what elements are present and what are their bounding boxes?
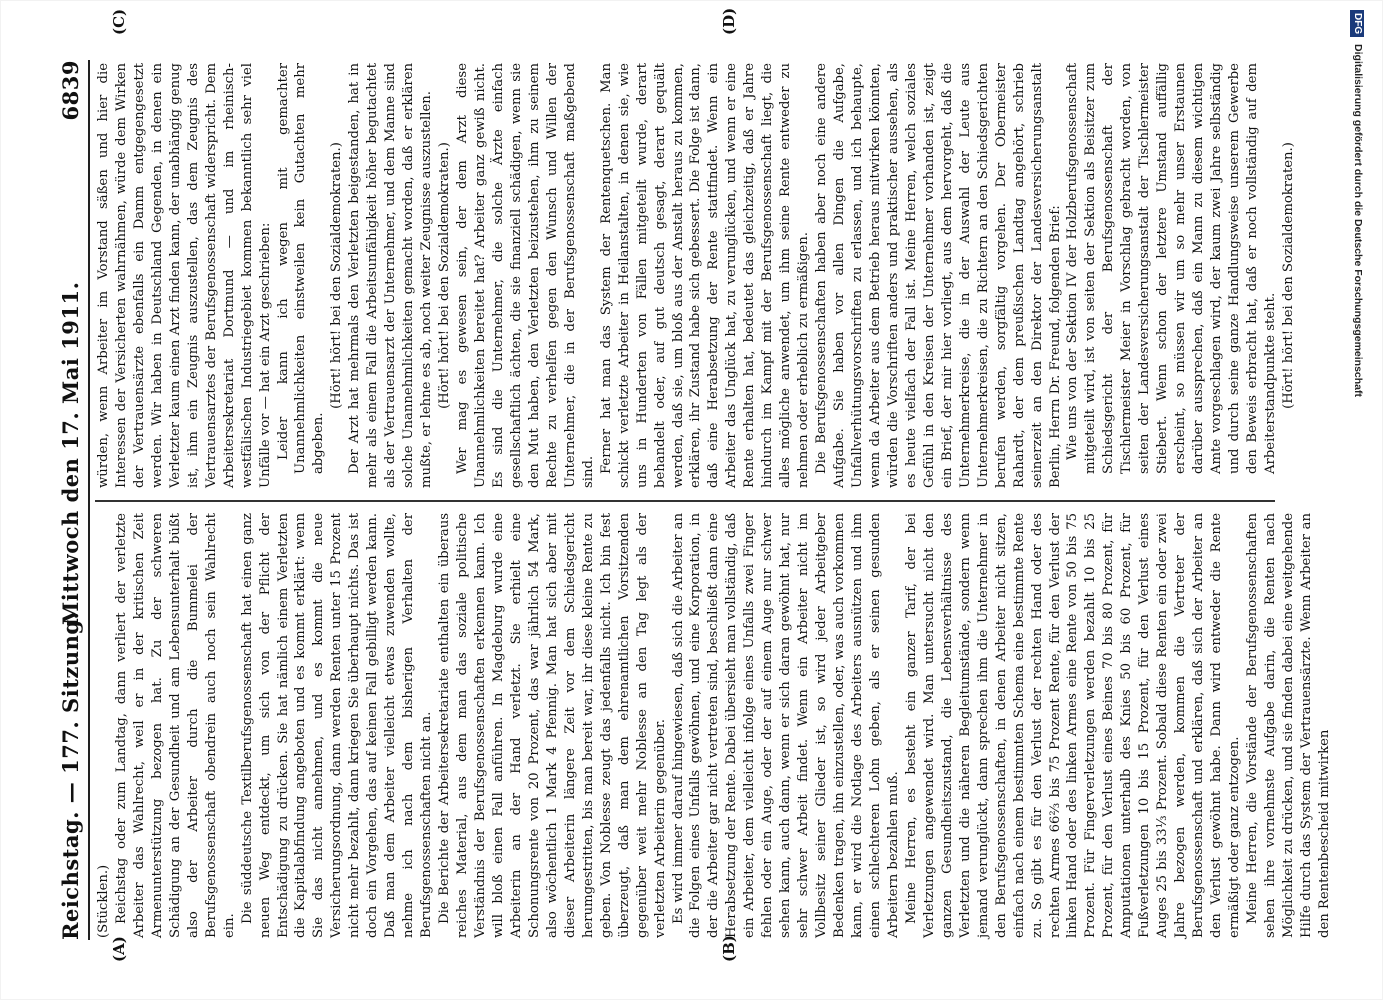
interjection: (Hört! hört! bei den Sozialdemokraten.) — [329, 142, 345, 409]
paragraph: Der Arzt hat mehrmals den Verletzten beigestanden, hat in mehr als einem Fall die Arbeitsunfähigkeit höher begutachtet als der Vertrauensarzt der Unternehmer, und dem Manne sind solche Unannehmlichkeiten gemacht worden, daß er erklären mußte, er lehne es ab, noch weiter Zeugnisse auszustellen. — [347, 63, 435, 488]
margin-mark-b: (B) — [720, 935, 738, 962]
quoted-letter: Wie uns von der Sektion IV der Holzberufsgenossenschaft mitgeteilt wird, ist von seiten der Sektion als Beisitzer zum Schiedsgericht der Berufsgenossenschaft der Tischlermeister Meier in Vorschlag gebracht worden, von seiten der Landesversicherungsanstalt der Tischlermeister Stiebert. Wenn schon der letztere Umstand auffällig erscheint, so müssen wir um so mehr unser Erstaunen darüber aussprechen, daß ein Mann zu diesem wichtigen Amte vorgeschlagen wird, der kaum zwei Jahre selbständig und durch seine ganze Handlungsweise unserem Gewerbe den Beweis erbracht hat, daß er noch vollständig auf dem Arbeiterstandpunkte steht. — [1065, 63, 1278, 474]
paragraph: Meine Herren, die Vorstände der Berufsgenossenschaften sehen ihre vornehmste Aufgabe darin, die Renten nach Möglichkeit zu drücken, und sie finden dabei eine weitgehende Hilfe durch das System der Vertrauensärzte. Wenn Arbeiter an den Rentenbescheid mitwirken — [1245, 513, 1332, 938]
paragraph: Die süddeutsche Textilberufsgenossenschaft hat einen ganz neuen Weg entdeckt, um sich von der Pflicht der Entschädigung zu drücken. Sie hat nämlich einem Verletzten die Kapitalabfindung angeboten und es kommt erklärt: wenn Sie das nicht annehmen, und es kommt die neue Versicherungsordnung, dann werden Renten unter 15 Prozent nicht mehr bezahlt, dann kriegen Sie überhaupt nichts. Das ist doch ein Vorgehen, das auf keinen Fall gebilligt werden kann. Daß man dem Arbeiter vielleicht etwas zuwenden wollte, nehme ich nach dem bisherigen Verhalten der Berufsgenossenschaften nicht an. — [239, 513, 435, 938]
paragraph: Es wird immer darauf hingewiesen, daß sich die Arbeiter an die Folgen eines Unfalls gewöhnen, und eine Korporation, in der die Arbeiter gar nicht vertreten sind, beschließt dann eine Herabsetzung der Rente. Dabei übersieht man vollständig, daß ein Arbeiter, dem vielleicht infolge eines Unfalls zwei Finger fehlen oder ein Auge, oder der auf einem Auge nur schwer sehen kann, auch dann, wenn er sich daran gewöhnt hat, nur sehr schwer Arbeit findet. Wenn ein Arbeiter nicht im Vollbesitz seiner Glieder ist, so wird jeder Arbeitgeber Bedenken tragen, ihn einzustellen, oder, was auch vorkommen kann, er wird die Notlage des Arbeiters ausnützen und ihm einen schlechteren Lohn geben, als er seinen gesunden Arbeitern bezahlen muß. — [670, 513, 901, 938]
text-column-left — [95, 513, 1334, 938]
text-column-right — [95, 63, 1298, 488]
paragraph: Ferner hat man das System der Rentenquetschen. Man schickt verletzte Arbeiter in Heilanstalten, in denen sie, wie uns in Hunderten von Fällen mitgeteilt wurde, derart behandelt oder, auf gut deutsch gesagt, derart gequält werden, daß sie, um bloß aus der Anstalt heraus zu kommen, erklären, ihr Zustand habe sich gebessert. Die Folge ist dann, daß eine Herabsetzung der Rente stattfindet. Wenn ein Arbeiter das Unglück hat, zu verunglücken, und wenn er eine Rente erhalten hat, bedeutet das gleichzeitig, daß er Jahre hindurch im Kampf mit der Berufsgenossenschaft liegt, die alles mögliche anwendet, um ihm seine Rente entweder zu nehmen oder erheblich zu ermäßigen. — [598, 63, 812, 488]
paragraph: Wer mag es gewesen sein, der dem Arzt diese Unannehmlichkeiten bereitet hat? Arbeiter ganz gewiß nicht. Es sind die Unternehmer, die solche Ärzte einfach gesellschaftlich ächten, die sie finanziell schädigen, wenn sie den Mut haben, den Verletzten beizustehen, ihm zu seinem Rechte zu verhelfen gegen den Wunsch und Willen der Unternehmer, die in der Berufsgenossenschaft maßgebend sind. — [455, 63, 596, 488]
speaker-name: (Stücklen.) — [96, 864, 111, 938]
interjection: (Hört! hört! bei den Sozialdemokraten.) — [1280, 142, 1296, 409]
quoted-letter: Leider kann ich wegen mit gemachter Unannehmlichkeiten einstweilen kein Gutachten mehr abgeben. — [275, 63, 327, 474]
dfg-logo: DFG — [1350, 10, 1364, 37]
margin-mark-c: (C) — [110, 8, 128, 35]
paragraph: Die Berichte der Arbeitersekretariate enthalten ein überaus reiches Material, aus dem man das soziale politische Verständnis der Berufsgenossenschaften erkennen kann. Ich will bloß einen Fall anführen. In Magdeburg wurde eine Arbeiterin an der Hand verletzt. Sie erhielt eine Schonungsrente von 20 Prozent, das war jährlich 54 Mark, also wöchentlich 1 Mark 4 Pfennig. Man hat sich aber mit dieser Arbeiterin längere Zeit vor dem Schiedsgericht herumgestritten, bis man bereit war, ihr diese kleine Rente zu geben. Von Noblesse zeugt das jedenfalls nicht. Ich bin fest überzeugt, daß man dem ehrenamtlichen Vorsitzenden gegenüber weit mehr Noblesse an den Tag legt als der verletzten Arbeiterin gegenüber. — [437, 513, 668, 938]
paragraph: Reichstag oder zum Landtag, dann verliert der verletzte Arbeiter das Wahlrecht, weil er in der kritischen Zeit Armenunterstützung bezogen hat. Zu der schweren Schädigung an der Gesundheit und am Lebensunterhalt büßt also der Arbeiter durch die Bummelei der Berufsgenossenschaft obendrein auch noch sein Wahlrecht ein. — [113, 513, 237, 938]
column-divider — [95, 500, 1275, 502]
interjection: (Hört! hört! bei den Sozialdemokraten.) — [437, 142, 453, 409]
digitization-credit-strip — [1347, 10, 1369, 990]
margin-mark-d: (D) — [720, 7, 738, 35]
running-header-date: Mittwoch den 17. Mai 1911. — [58, 281, 83, 625]
running-header-left: Reichstag. — 177. Sitzung. — [58, 611, 83, 940]
margin-mark-a: (A) — [110, 936, 128, 962]
digitization-credit — [1347, 10, 1369, 990]
paragraph: würden, wenn Arbeiter im Vorstand säßen und hier die Interessen der Versicherten wahrnähmen, würde dem Wirken der Vertrauensärzte ebenfalls ein Damm entgegengesetzt werden. Wir haben in Deutschland Gegenden, in denen ein Verletzter kaum einen Arzt finden kann, der unabhängig genug ist, ihm ein Zeugnis auszustellen, das dem Zeugnis des Vertrauensarztes der Berufsgenossenschaft widerspricht. Dem Arbeitersekretariat Dortmund — und im rheinisch-westfälischen Industriegebiet kommen bekanntlich sehr viel Unfälle vor — hat ein Arzt geschrieben: — [96, 63, 273, 488]
credit-text: Digitalisierung gefördert durch die Deutsche Forschungsgemeinschaft — [1352, 44, 1364, 398]
paragraph: Meine Herren, es besteht ein ganzer Tarif, der bei Verletzungen angewendet wird. Man untersucht nicht den ganzen Gesundheitszustand, die Lebensverhältnisse des Verletzten und die näheren Begleitumstände, sondern wenn jemand verunglückt, dann sprechen ihm die Unternehmer in den Berufsgenossenschaften, in denen Arbeiter nicht sitzen, einfach nach einem bestimmten Schema eine bestimmte Rente zu. So gibt es für den Verlust der rechten Hand oder des rechten Armes 66⅔ bis 75 Prozent Rente, für den Verlust der linken Hand oder des linken Armes eine Rente von 50 bis 75 Prozent. Für Fingerverletzungen werden bezahlt 10 bis 25 Prozent, für den Verlust eines Beines 70 bis 80 Prozent, für Amputationen unterhalb des Knies 50 bis 60 Prozent, für Fußverletzungen 10 bis 15 Prozent, für den Verlust eines Auges 25 bis 33⅓ Prozent. Sobald diese Renten ein oder zwei Jahre bezogen werden, kommen die Vertreter der Berufsgenossenschaft und erklären, daß sich der Arbeiter an den Verlust gewöhnt habe. Dann wird entweder die Rente ermäßigt oder ganz entzogen. — [903, 513, 1243, 938]
page-number: 6839 — [58, 60, 83, 121]
header-rule — [88, 60, 90, 940]
paragraph: Die Berufsgenossenschaften haben aber noch eine andere Aufgabe. Sie haben vor allen Dingen die Aufgabe, Unfallverhütungsvorschriften zu erlassen, und ich behaupte, wenn da Arbeiter aus dem Betrieb heraus mitwirken könnten, würden die Vorschriften anders und praktischer aussehen, als es heute vielfach der Fall ist. Meine Herren, welch soziales Gefühl in den Kreisen der Unternehmer vorhanden ist, zeigt ein Brief, der mir hier vorliegt, aus dem hervorgeht, daß die Unternehmerkreise, die in der Auswahl der Leute aus Unternehmerkreisen, die zu Richtern an den Schiedsgerichten berufen werden, sorgfältig vorgehen. Der Obermeister Rahardt, der dem preußischen Landtag angehört, schrieb seinerzeit an den Direktor der Landesversicherungsanstalt Berlin, Herrn Dr. Freund, folgenden Brief: — [814, 63, 1063, 488]
